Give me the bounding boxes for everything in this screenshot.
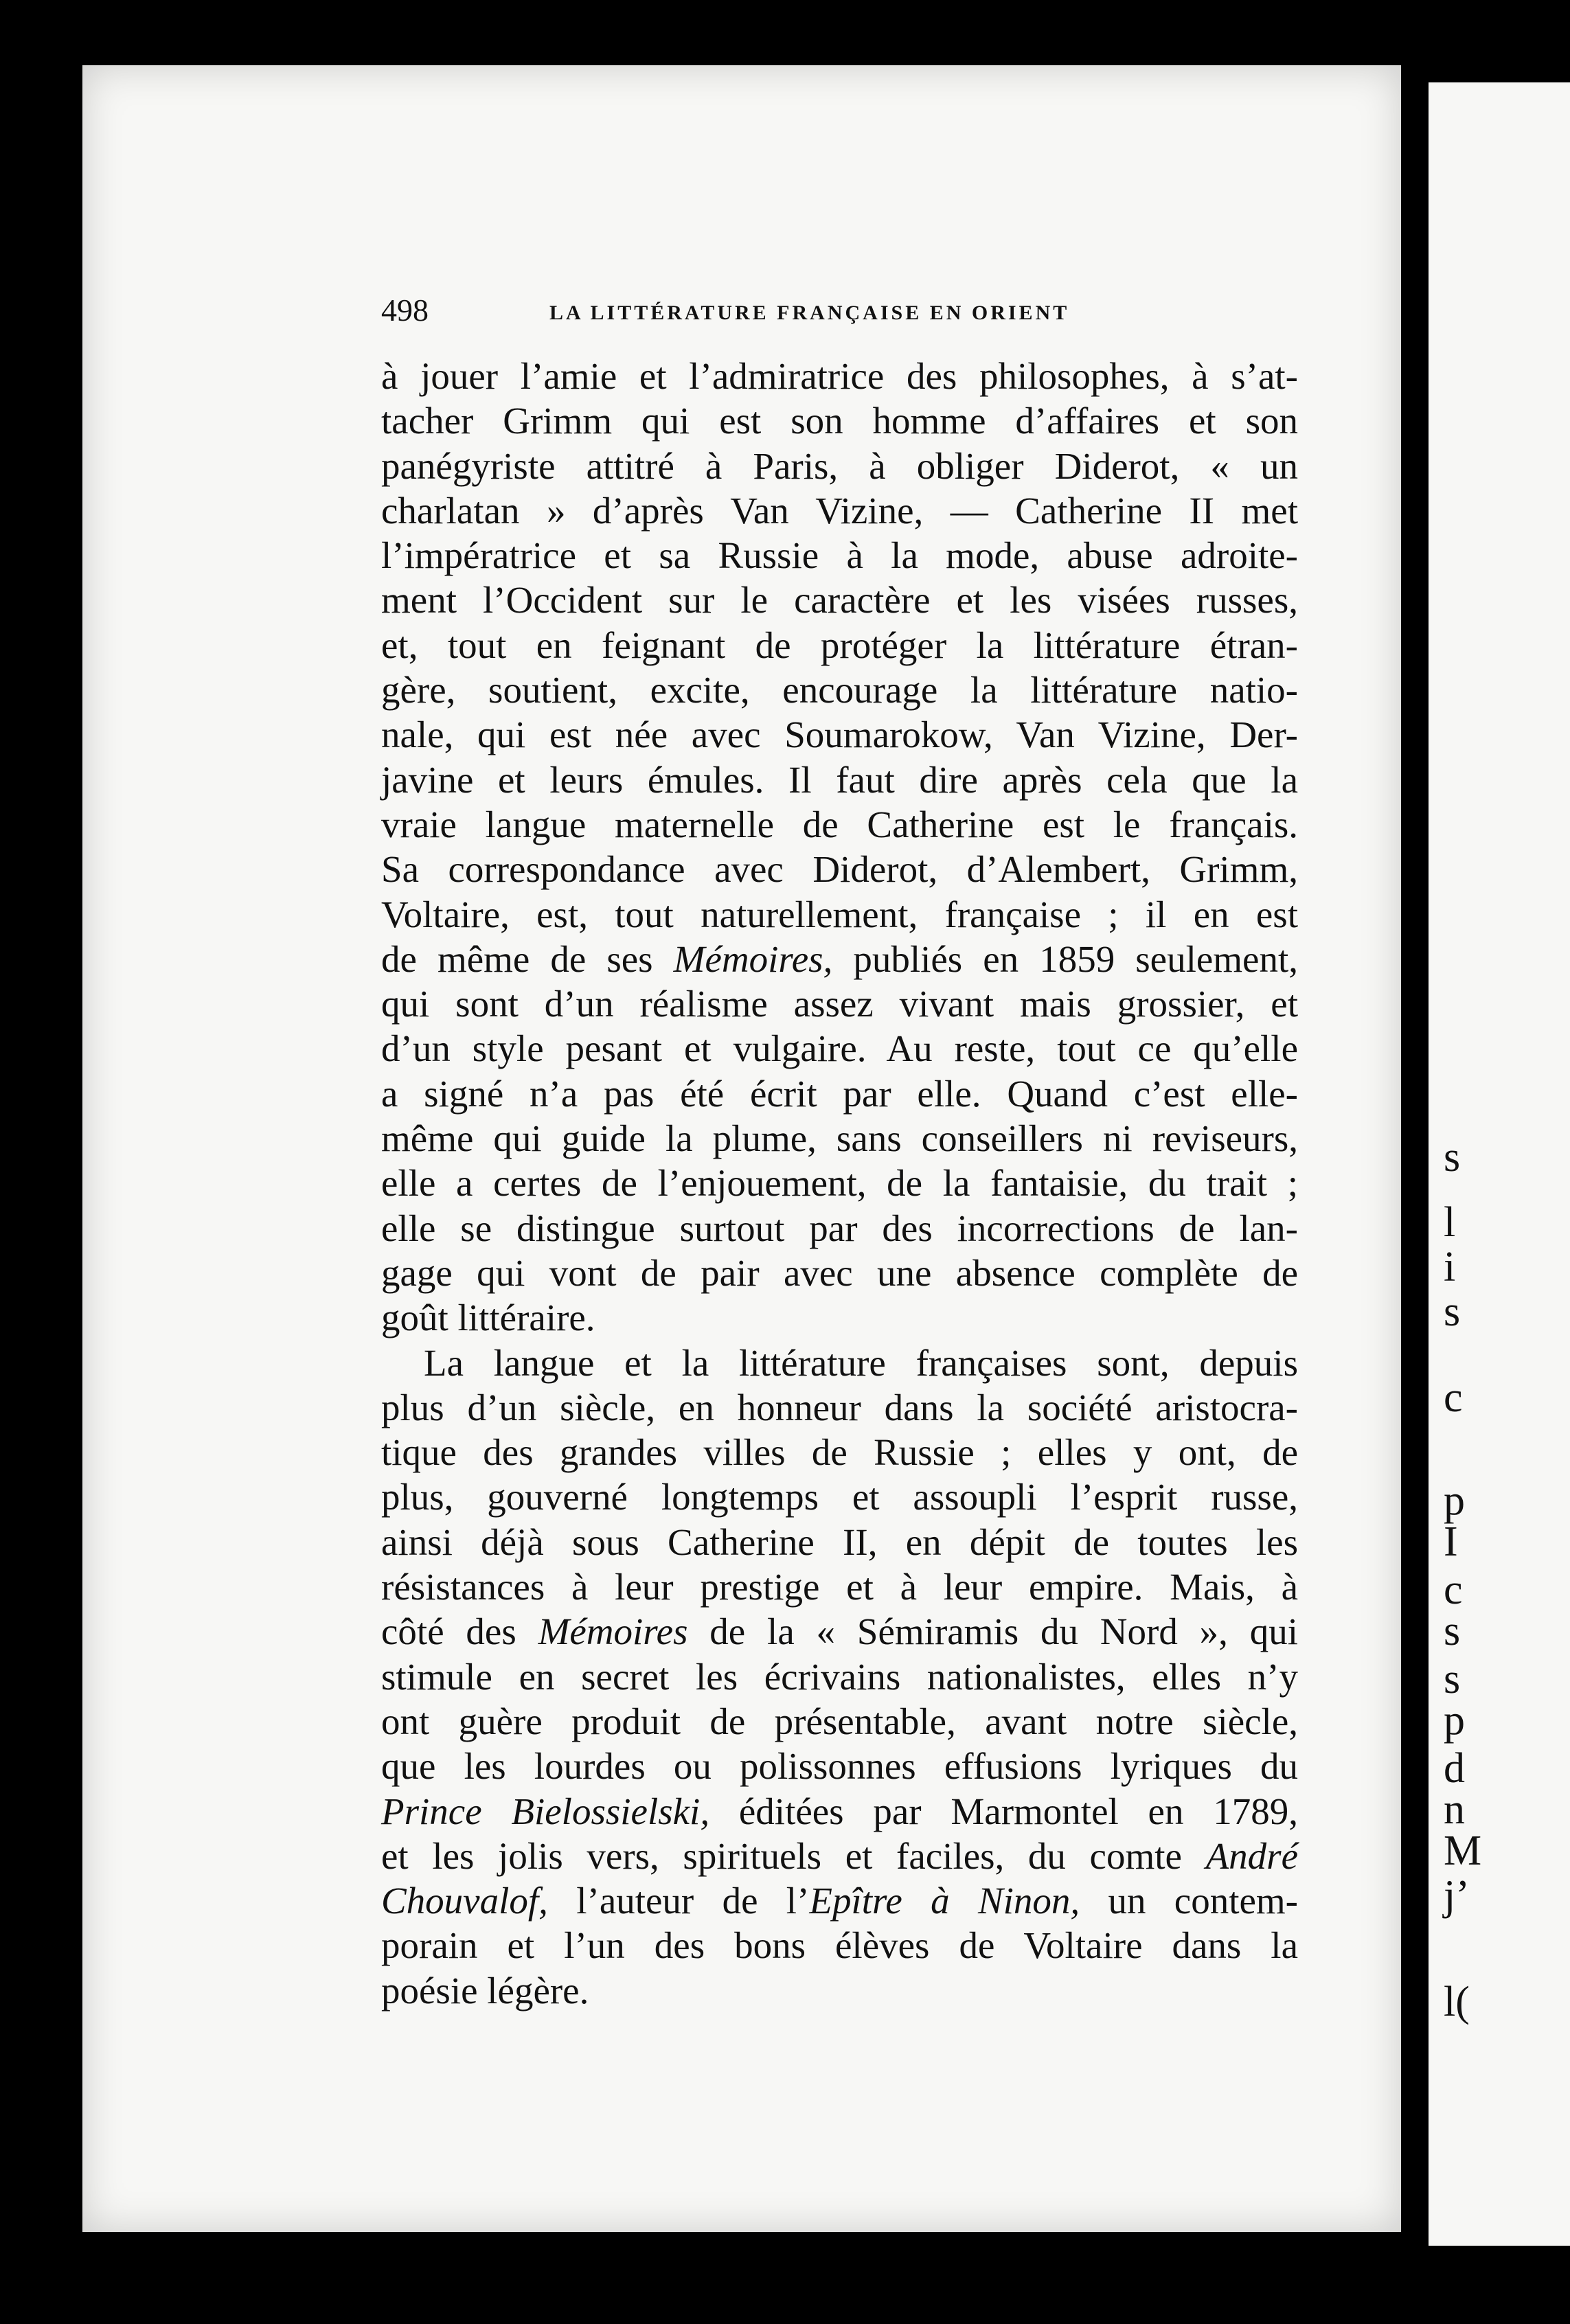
text-run: Sa correspondance avec Diderot, d’Alembert, Grimm, <box>381 848 1298 891</box>
page-number: 498 <box>381 293 429 328</box>
text-line <box>381 1071 1298 1116</box>
text-run: ainsi déjà sous Catherine II, en dépit de toutes les <box>381 1520 1298 1563</box>
text-run: gère, soutient, excite, encourage la littérature natio- <box>381 669 1298 711</box>
next-page-fragment: i <box>1444 1244 1456 1290</box>
text-line <box>381 668 1298 712</box>
italic-title: Chouvalof, <box>381 1880 548 1922</box>
text-line <box>381 398 1298 443</box>
text-run: nale, qui est née avec Soumarokow, Van Vizine, Der- <box>381 714 1298 756</box>
next-page-fragment: s <box>1444 1608 1461 1654</box>
next-page-fragment: s <box>1444 1134 1461 1181</box>
next-page-fragment: I <box>1444 1518 1458 1565</box>
text-line <box>381 1116 1298 1161</box>
text-run: porain et l’un des bons élèves de Voltaire dans la <box>381 1924 1298 1967</box>
next-page-fragment: j’ <box>1444 1872 1470 1919</box>
text-line <box>381 1834 1298 1878</box>
text-line <box>381 623 1298 668</box>
text-run: plus, gouverné longtemps et assoupli l’esprit russe, <box>381 1476 1298 1518</box>
text-line <box>381 1520 1298 1564</box>
text-run: publiés en 1859 seulement, <box>832 937 1298 980</box>
next-page-fragment: d <box>1444 1745 1465 1792</box>
text-run: même qui guide la plume, sans conseillers ni reviseurs, <box>381 1117 1298 1160</box>
text-run: a signé n’a pas été écrit par elle. Quand c’est elle- <box>381 1072 1298 1115</box>
text-run: l’impératrice et sa Russie à la mode, abuse adroite- <box>381 534 1298 577</box>
text-run: charlatan » d’après Van Vizine, — Catherine II met <box>381 489 1298 532</box>
text-line <box>381 1609 1298 1654</box>
text-line <box>381 1251 1298 1295</box>
text-line <box>381 757 1298 802</box>
running-head <box>381 292 1298 333</box>
text-run: La langue et la littérature françaises sont, depuis <box>424 1341 1298 1384</box>
text-line <box>381 1474 1298 1519</box>
italic-title: Prince Bielossielski, <box>381 1790 710 1832</box>
text-run: panégyriste attitré à Paris, à obliger Diderot, « un <box>381 444 1298 487</box>
text-line <box>381 1923 1298 1968</box>
italic-title: Mémoires, <box>673 937 833 980</box>
text-run: qui sont d’un réalisme assez vivant mais grossier, et <box>381 983 1298 1025</box>
text-run: résistances à leur prestige et à leur empire. Mais, à <box>381 1566 1298 1608</box>
text-run: plus d’un siècle, en honneur dans la société aristocra- <box>381 1386 1298 1428</box>
text-run: poésie légère. <box>381 1969 589 2012</box>
text-line <box>381 937 1298 981</box>
next-page-fragment: n <box>1444 1786 1465 1833</box>
text-run: que les lourdes ou polissonnes effusions lyriques du <box>381 1745 1298 1788</box>
text-line <box>381 1699 1298 1744</box>
text-run: goût littéraire. <box>381 1297 595 1339</box>
text-run: ment l’Occident sur le caractère et les visées russes, <box>381 579 1298 622</box>
text-run: d’un style pesant et vulgaire. Au reste, tout ce qu’elle <box>381 1027 1298 1070</box>
text-run: tique des grandes villes de Russie ; elles y ont, de <box>381 1431 1298 1474</box>
next-page-fragment: M <box>1444 1827 1482 1874</box>
text-run: et, tout en feignant de protéger la littérature étran- <box>381 624 1298 666</box>
text-line <box>381 1161 1298 1205</box>
text-line <box>381 354 1298 398</box>
text-line <box>381 444 1298 488</box>
text-line <box>381 578 1298 622</box>
body-text <box>381 354 1298 2013</box>
text-line <box>381 1789 1298 1834</box>
next-page-fragment: c <box>1444 1567 1463 1613</box>
italic-title: André <box>1205 1834 1298 1877</box>
next-page-fragment: l( <box>1444 1979 1470 2025</box>
text-line <box>381 1878 1298 1923</box>
text-line <box>381 802 1298 847</box>
text-run: vraie langue maternelle de Catherine est le français. <box>381 803 1298 845</box>
next-page-fragment: p <box>1444 1477 1465 1524</box>
text-run: elle a certes de l’enjouement, de la fantaisie, du trait ; <box>381 1162 1298 1205</box>
text-run: côté des <box>381 1610 538 1653</box>
text-line <box>381 981 1298 1026</box>
text-line <box>381 533 1298 578</box>
text-run: à jouer l’amie et l’admiratrice des philosophes, à s’at- <box>381 355 1298 397</box>
text-run: javine et leurs émules. Il faut dire après cela que la <box>381 758 1298 801</box>
text-line <box>381 1968 1298 2013</box>
text-line <box>381 1744 1298 1788</box>
text-line <box>381 712 1298 757</box>
text-run: et les jolis vers, spirituels et faciles, du comte <box>381 1834 1206 1877</box>
next-page-fragment: s <box>1444 1656 1461 1702</box>
text-line <box>381 1430 1298 1474</box>
text-run: de même de ses <box>381 937 674 980</box>
text-run: Voltaire, est, tout naturellement, française ; il en est <box>381 893 1298 935</box>
text-line <box>381 1341 1298 1385</box>
text-run: ont guère produit de présentable, avant notre siècle, <box>381 1700 1298 1742</box>
next-page-fragment: c <box>1444 1374 1463 1421</box>
text-run: elle se distingue surtout par des incorrections de lan- <box>381 1207 1298 1249</box>
next-page-fragment: p <box>1444 1697 1465 1744</box>
text-line <box>381 1564 1298 1609</box>
text-run: un contem- <box>1080 1880 1298 1922</box>
text-run: de la « Sémiramis du Nord », qui <box>687 1610 1298 1653</box>
italic-title: Epître à Ninon, <box>809 1880 1080 1922</box>
text-line <box>381 847 1298 891</box>
text-run: l’auteur de l’ <box>547 1880 810 1922</box>
next-page-fragment: s <box>1444 1288 1461 1335</box>
text-line <box>381 1654 1298 1699</box>
text-run: tacher Grimm qui est son homme d’affaires et son <box>381 400 1298 442</box>
text-line <box>381 1026 1298 1071</box>
text-run: éditées par Marmontel en 1789, <box>709 1790 1298 1832</box>
text-line <box>381 1385 1298 1430</box>
text-line <box>381 488 1298 533</box>
text-line <box>381 1206 1298 1251</box>
running-title: LA LITTÉRATURE FRANÇAISE EN ORIENT <box>549 301 1070 324</box>
text-line <box>381 892 1298 937</box>
italic-title: Mémoires <box>538 1610 688 1653</box>
text-run: stimule en secret les écrivains nationalistes, elles n’y <box>381 1655 1298 1698</box>
text-run: gage qui vont de pair avec une absence complète de <box>381 1251 1298 1294</box>
text-line <box>381 1295 1298 1340</box>
next-page-edge <box>1429 82 1570 2246</box>
next-page-fragment: l <box>1444 1199 1456 1246</box>
